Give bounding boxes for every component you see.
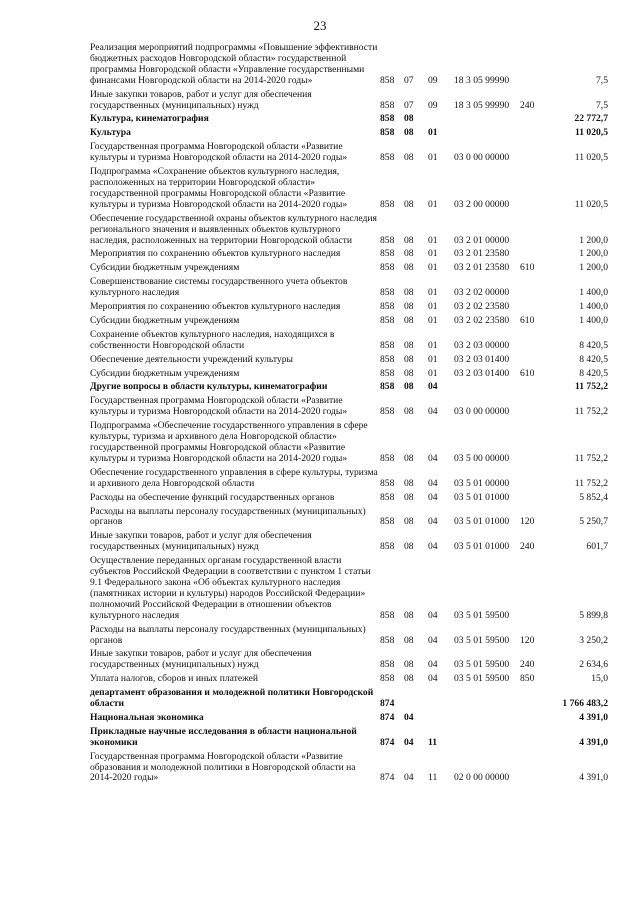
amount: 7,5: [596, 74, 608, 86]
subsection-code: 01: [428, 353, 438, 365]
expense-type-code: [520, 126, 544, 140]
target-item-code: 03 0 00 00000: [454, 152, 510, 164]
section-code: 04: [404, 736, 414, 748]
subsection-code: 04: [428, 406, 438, 418]
admin-code: 858: [380, 541, 395, 553]
target-item-code: 03 2 03 01400: [454, 353, 510, 365]
admin-code: 858: [380, 301, 395, 313]
table-row: [90, 647, 608, 672]
expense-type-code: [520, 300, 544, 314]
expense-type-code: [520, 41, 544, 88]
target-item-code: 03 2 01 00000: [454, 234, 510, 246]
expense-type-code: 610: [520, 262, 535, 274]
expense-name: Расходы на обеспечение функций государственных органов: [90, 491, 335, 503]
amount: 11 752,2: [574, 452, 608, 464]
admin-code: 858: [380, 516, 395, 528]
target-item-code: 03 5 00 00000: [454, 452, 510, 464]
expense-name: Культура: [90, 127, 131, 139]
subsection-code: 01: [428, 339, 438, 351]
subsection-code: 01: [428, 152, 438, 164]
expense-name: Совершенствование системы государственного учета объектов культурного наследия: [90, 276, 348, 299]
expense-name: Расходы на выплаты персоналу государственных (муниципальных) органов: [90, 623, 366, 646]
expense-type-code: 240: [520, 99, 535, 111]
target-item-code: 03 5 01 01000: [454, 491, 510, 503]
expense-name: Субсидии бюджетным учреждениям: [90, 367, 240, 379]
expense-type-code: [520, 275, 544, 300]
expense-type-code: [520, 140, 544, 165]
section-code: 08: [404, 477, 414, 489]
target-item-code: 18 3 05 99990: [454, 99, 510, 111]
table-row: [90, 247, 608, 261]
expense-name: Другие вопросы в области культуры, кинематографии: [90, 381, 328, 393]
expense-name: департамент образования и молодежной политики Новгородской области: [90, 687, 374, 710]
section-code: 08: [404, 452, 414, 464]
target-item-code: 03 5 01 01000: [454, 516, 510, 528]
admin-code: 858: [380, 234, 395, 246]
admin-code: 858: [380, 381, 395, 393]
table-row: [90, 140, 608, 165]
subsection-code: 01: [428, 314, 438, 326]
subsection-code: 01: [428, 248, 438, 260]
section-code: 04: [404, 711, 414, 723]
table-row: [90, 623, 608, 648]
expense-name: Уплата налогов, сборов и иных платежей: [90, 673, 259, 685]
section-code: 08: [404, 301, 414, 313]
subsection-code: 04: [428, 673, 438, 685]
target-item-code: [454, 711, 520, 725]
target-item-code: 02 0 00 00000: [454, 772, 510, 784]
expense-type-code: [520, 247, 544, 261]
table-row: [90, 466, 608, 491]
amount: 8 420,5: [579, 367, 608, 379]
expense-type-code: 120: [520, 634, 535, 646]
admin-code: 874: [380, 772, 395, 784]
target-item-code: 03 2 02 23580: [454, 314, 510, 326]
admin-code: 858: [380, 609, 395, 621]
table-row: [90, 711, 608, 725]
target-item-code: 03 2 00 00000: [454, 198, 510, 210]
expense-name: Субсидии бюджетным учреждениям: [90, 262, 240, 274]
section-code: 08: [404, 634, 414, 646]
table-row: [90, 41, 608, 88]
table-row: [90, 529, 608, 554]
amount: 15,0: [591, 673, 608, 685]
expense-name: Иные закупки товаров, работ и услуг для обеспечения государственных (муниципальных) нужд: [90, 88, 312, 111]
subsection-code: 04: [428, 491, 438, 503]
table-row: [90, 165, 608, 212]
admin-code: 858: [380, 287, 395, 299]
amount: 1 200,0: [579, 262, 608, 274]
expense-type-code: [520, 165, 544, 212]
amount: 8 420,5: [579, 353, 608, 365]
expense-name: Осуществление переданных органам государственной власти субъектов Российской Федерации в соответствии с пунктом 1 статьи 9.1 Федерального закона «Об объектах культурного наследия (памятниках истории и культуры) народов Российской Федерации» полномочий Российской Федерации в отношении объектов культурного наследия: [90, 555, 371, 621]
section-code: [404, 686, 428, 711]
admin-code: 858: [380, 152, 395, 164]
admin-code: 858: [380, 367, 395, 379]
expense-type-code: 610: [520, 367, 535, 379]
section-code: 08: [404, 541, 414, 553]
expense-type-code: 240: [520, 659, 535, 671]
target-item-code: 03 5 01 59500: [454, 659, 510, 671]
expense-type-code: [520, 328, 544, 353]
amount: 11 020,5: [574, 152, 608, 164]
admin-code: 874: [380, 736, 395, 748]
amount: 4 391,0: [579, 772, 608, 784]
amount: 11 752,2: [574, 381, 608, 393]
amount: 5 852,4: [579, 491, 608, 503]
expense-name: Субсидии бюджетным учреждениям: [90, 314, 240, 326]
target-item-code: 03 5 01 59500: [454, 609, 510, 621]
target-item-code: [454, 380, 520, 394]
table-row: [90, 112, 608, 126]
target-item-code: 18 3 05 99990: [454, 74, 510, 86]
expense-name: Реализация мероприятий подпрограммы «Повышение эффективности бюджетных расходов Новгородской области» государственной программы Новгородской области «Управление государственными финансами Новгородской области на 2014-2020 годы»: [90, 42, 378, 86]
subsection-code: 11: [428, 736, 438, 748]
target-item-code: [454, 725, 520, 750]
expense-name: Культура, кинематография: [90, 113, 209, 125]
section-code: 08: [404, 339, 414, 351]
target-item-code: 03 5 01 01000: [454, 541, 510, 553]
expense-type-code: 850: [520, 673, 535, 685]
amount: 11 752,2: [574, 406, 608, 418]
admin-code: 858: [380, 659, 395, 671]
expense-type-code: [520, 419, 544, 466]
target-item-code: [454, 686, 520, 711]
budget-table: [90, 41, 608, 785]
expense-type-code: [520, 466, 544, 491]
amount: 601,7: [586, 541, 608, 553]
target-item-code: 03 2 02 00000: [454, 287, 510, 299]
admin-code: 858: [380, 406, 395, 418]
subsection-code: 04: [428, 541, 438, 553]
amount: 7,5: [596, 99, 608, 111]
expense-type-code: 240: [520, 541, 535, 553]
table-row: [90, 275, 608, 300]
subsection-code: 01: [428, 127, 438, 139]
amount: 11 020,5: [574, 127, 608, 139]
table-row: [90, 725, 608, 750]
amount: 4 391,0: [579, 711, 608, 723]
expense-type-code: 610: [520, 314, 535, 326]
admin-code: 858: [380, 248, 395, 260]
subsection-code: [428, 686, 454, 711]
expense-name: Подпрограмма «Сохранение объектов культурного наследия, расположенных на территории Новгородской области» государственной программы Новгородской области «Развитие культуры и туризма Новгородской области на 2014-2020 годы»: [90, 166, 348, 210]
amount: 1 200,0: [579, 234, 608, 246]
table-row: [90, 261, 608, 275]
table-row: [90, 353, 608, 367]
expense-type-code: [520, 491, 544, 505]
subsection-code: 11: [428, 772, 438, 784]
subsection-code: 04: [428, 634, 438, 646]
section-code: 08: [404, 234, 414, 246]
target-item-code: 03 5 01 59500: [454, 673, 510, 685]
expense-name: Прикладные научные исследования в области национальной экономики: [90, 725, 357, 748]
table-row: [90, 686, 608, 711]
admin-code: 858: [380, 314, 395, 326]
section-code: 08: [404, 367, 414, 379]
budget-table-body: [90, 41, 608, 785]
expense-type-code: [520, 353, 544, 367]
expense-type-code: [520, 686, 544, 711]
table-row: [90, 672, 608, 686]
amount: 1 400,0: [579, 301, 608, 313]
admin-code: 858: [380, 353, 395, 365]
expense-type-code: [520, 394, 544, 419]
subsection-code: 04: [428, 452, 438, 464]
table-row: [90, 126, 608, 140]
subsection-code: 04: [428, 609, 438, 621]
expense-name: Национальная экономика: [90, 711, 204, 723]
subsection-code: 01: [428, 301, 438, 313]
table-row: [90, 554, 608, 622]
amount: 5 899,8: [579, 609, 608, 621]
expense-name: Сохранение объектов культурного наследия, находящихся в собственности Новгородской области: [90, 328, 335, 351]
subsection-code: 01: [428, 262, 438, 274]
target-item-code: 03 2 03 01400: [454, 367, 510, 379]
subsection-code: 09: [428, 99, 438, 111]
target-item-code: 03 0 00 00000: [454, 406, 510, 418]
section-code: 04: [404, 772, 414, 784]
page-number: 23: [313, 18, 327, 33]
admin-code: 858: [380, 113, 395, 125]
target-item-code: [454, 112, 520, 126]
section-code: 08: [404, 516, 414, 528]
target-item-code: 03 5 01 00000: [454, 477, 510, 489]
target-item-code: 03 2 02 23580: [454, 301, 510, 313]
expense-type-code: [520, 112, 544, 126]
expense-name: Иные закупки товаров, работ и услуг для обеспечения государственных (муниципальных) нужд: [90, 530, 312, 553]
section-code: 08: [404, 673, 414, 685]
section-code: 08: [404, 609, 414, 621]
table-row: [90, 750, 608, 786]
expense-type-code: [520, 554, 544, 622]
table-row: [90, 491, 608, 505]
admin-code: 858: [380, 491, 395, 503]
table-row: [90, 380, 608, 394]
expense-type-code: 120: [520, 516, 535, 528]
expense-name: Государственная программа Новгородской области «Развитие образования и молодежной политики в Новгородской области на 2014-2020 годы»: [90, 750, 356, 784]
expense-type-code: [520, 212, 544, 248]
table-row: [90, 314, 608, 328]
admin-code: 874: [380, 698, 395, 710]
admin-code: 858: [380, 74, 395, 86]
amount: 3 250,2: [579, 634, 608, 646]
section-code: 08: [404, 381, 414, 393]
admin-code: 858: [380, 198, 395, 210]
amount: 1 200,0: [579, 248, 608, 260]
expense-name: Подпрограмма «Обеспечение государственного управления в сфере культуры, туризма и архивного дела Новгородской области» государственной программы Новгородской области «Развитие культуры и туризма Новгородской области на 2014-2020 годы»: [90, 420, 368, 464]
amount: 5 250,7: [579, 516, 608, 528]
section-code: 08: [404, 659, 414, 671]
admin-code: 858: [380, 262, 395, 274]
amount: 11 752,2: [574, 477, 608, 489]
section-code: 08: [404, 198, 414, 210]
subsection-code: 01: [428, 234, 438, 246]
section-code: 08: [404, 314, 414, 326]
table-row: [90, 419, 608, 466]
expense-type-code: [520, 725, 544, 750]
subsection-code: [428, 112, 454, 126]
subsection-code: 04: [428, 659, 438, 671]
target-item-code: [454, 126, 520, 140]
subsection-code: 01: [428, 198, 438, 210]
table-row: [90, 212, 608, 248]
admin-code: 858: [380, 339, 395, 351]
subsection-code: 09: [428, 74, 438, 86]
table-row: [90, 300, 608, 314]
section-code: 08: [404, 127, 414, 139]
section-code: 08: [404, 113, 414, 125]
admin-code: 858: [380, 477, 395, 489]
amount: 22 772,7: [574, 113, 608, 125]
section-code: 08: [404, 406, 414, 418]
expense-name: Расходы на выплаты персоналу государственных (муниципальных) органов: [90, 505, 366, 528]
expense-name: Обеспечение государственного управления в сфере культуры, туризма и архивного дела Новгородской области: [90, 466, 378, 489]
admin-code: 858: [380, 634, 395, 646]
amount: 2 634,6: [579, 659, 608, 671]
section-code: 08: [404, 152, 414, 164]
amount: 1 400,0: [579, 314, 608, 326]
section-code: 08: [404, 287, 414, 299]
expense-name: Мероприятия по сохранению объектов культурного наследия: [90, 248, 341, 260]
expense-name: Иные закупки товаров, работ и услуг для обеспечения государственных (муниципальных) нужд: [90, 648, 312, 671]
section-code: 08: [404, 491, 414, 503]
subsection-code: 04: [428, 477, 438, 489]
expense-name: Обеспечение деятельности учреждений культуры: [90, 353, 293, 365]
expense-name: Государственная программа Новгородской области «Развитие культуры и туризма Новгородской области на 2014-2020 годы»: [90, 395, 348, 418]
amount: 1 766 483,2: [562, 698, 608, 710]
expense-name: Мероприятия по сохранению объектов культурного наследия: [90, 301, 341, 313]
amount: 4 391,0: [579, 736, 608, 748]
admin-code: 858: [380, 452, 395, 464]
table-row: [90, 394, 608, 419]
section-code: 08: [404, 248, 414, 260]
table-row: [90, 88, 608, 113]
subsection-code: 04: [428, 381, 438, 393]
expense-type-code: [520, 750, 544, 786]
subsection-code: 01: [428, 287, 438, 299]
subsection-code: 01: [428, 367, 438, 379]
expense-name: Обеспечение государственной охраны объектов культурного наследия регионального значения и выявленных объектов культурного наследия, расположенных на территории Новгородской области: [90, 212, 377, 246]
admin-code: 858: [380, 127, 395, 139]
amount: 11 020,5: [574, 198, 608, 210]
expense-type-code: [520, 380, 544, 394]
amount: 8 420,5: [579, 339, 608, 351]
section-code: 08: [404, 262, 414, 274]
table-row: [90, 367, 608, 381]
subsection-code: 04: [428, 516, 438, 528]
section-code: 07: [404, 74, 414, 86]
section-code: 08: [404, 353, 414, 365]
target-item-code: 03 2 01 23580: [454, 248, 510, 260]
subsection-code: [428, 711, 454, 725]
section-code: 07: [404, 99, 414, 111]
amount: 1 400,0: [579, 287, 608, 299]
target-item-code: 03 2 01 23580: [454, 262, 510, 274]
target-item-code: 03 5 01 59500: [454, 634, 510, 646]
expense-name: Государственная программа Новгородской области «Развитие культуры и туризма Новгородской области на 2014-2020 годы»: [90, 141, 348, 164]
admin-code: 874: [380, 711, 395, 723]
admin-code: 858: [380, 673, 395, 685]
admin-code: 858: [380, 99, 395, 111]
target-item-code: 03 2 03 00000: [454, 339, 510, 351]
expense-type-code: [520, 711, 544, 725]
table-row: [90, 328, 608, 353]
table-row: [90, 505, 608, 530]
